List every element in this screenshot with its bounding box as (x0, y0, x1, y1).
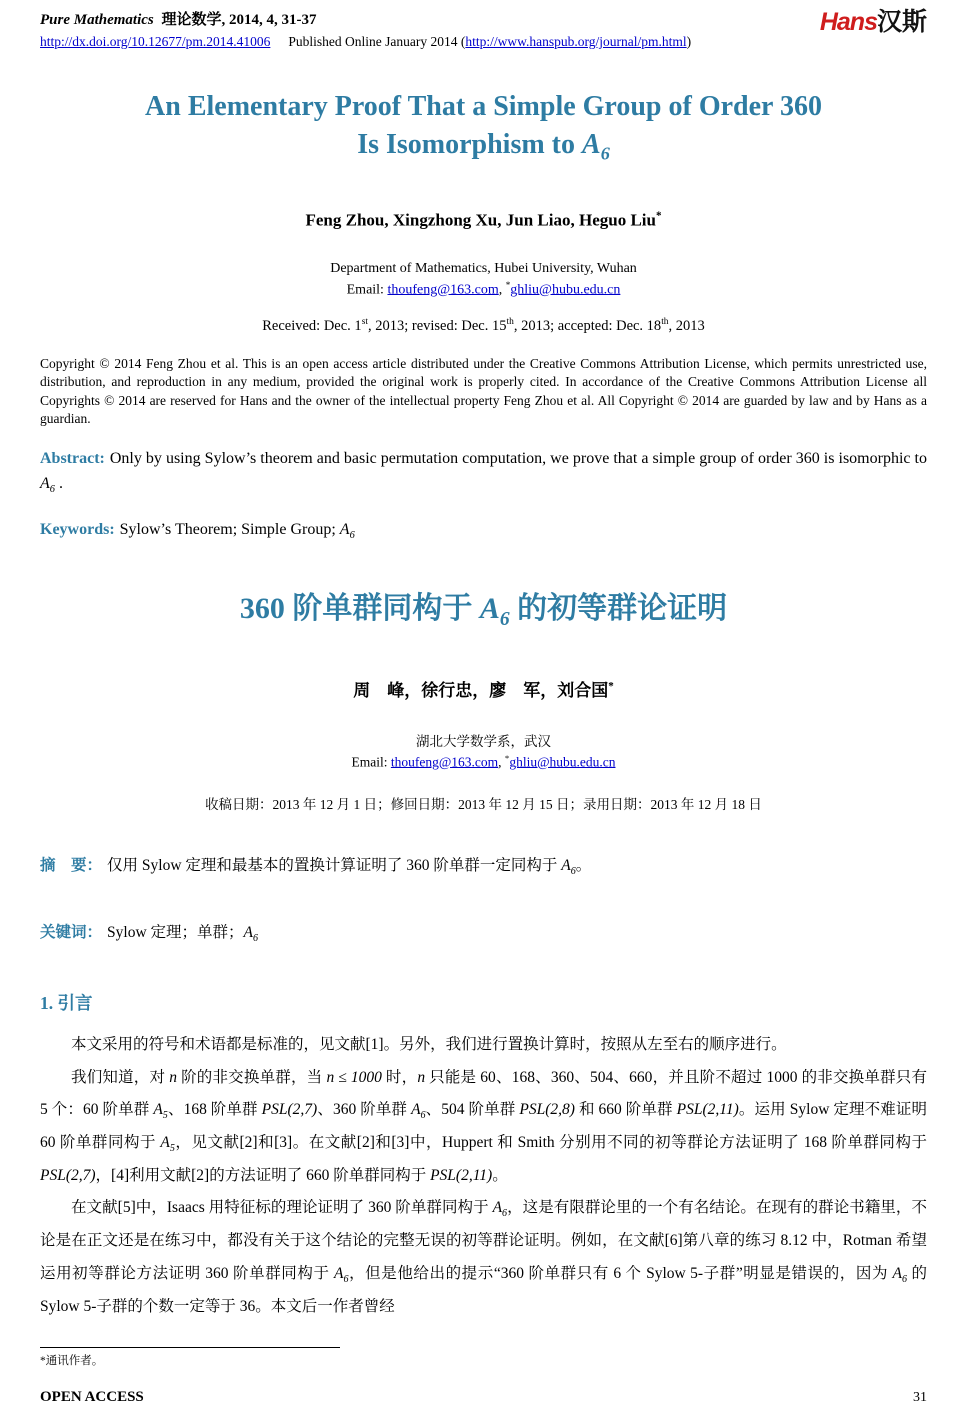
hans-publisher-logo (820, 10, 927, 35)
copyright-notice: Copyright © 2014 Feng Zhou et al. This is an open access article distributed under the Creative Commons Attribution License, which permits unrestricted use, distribution, and reproduction in any medium, provided the original work is properly cited. In accordance of the Creative Commons Attribution License all Copyrights © 2014 are reserved for Hans and the owner of the intellectual property Feng Zhou et al. All Copyright © 2014 are guarded by law and by Hans as a guardian. (40, 356, 927, 426)
keywords-text-en: Sylow’s Theorem; Simple Group; $A_6$ (119, 521, 355, 542)
authors-cn: 周 峰，徐行忠，廖 军，刘合国* (353, 680, 614, 700)
hans-logo-cn-text: 汉斯 (876, 9, 927, 36)
abstract-label-en: Abstract: (40, 449, 105, 467)
open-access-label: OPEN ACCESS (40, 1389, 144, 1405)
journal-info (40, 8, 691, 50)
keywords-en (40, 521, 927, 541)
email-link[interactable]: thoufeng@163.com (390, 754, 499, 770)
inline-math: n (169, 1068, 178, 1086)
doi-line (40, 34, 691, 50)
inline-math: $A_6$ (40, 474, 55, 495)
inline-math: $A_6$ (561, 857, 576, 878)
keywords-label-cn: 关键词： (40, 924, 103, 942)
email-link[interactable]: thoufeng@163.com (387, 282, 499, 298)
corresponding-author-footnote: *通讯作者。 (40, 1355, 104, 1367)
inline-math: PSL(2,8) (519, 1100, 575, 1118)
page-number: 31 (913, 1390, 927, 1405)
email-line-cn: Email: thoufeng@163.com, *ghliu@hubu.edu.cn (351, 752, 616, 770)
paper-title-en: An Elementary Proof That a Simple Group of Order 360 Is Isomorphism to $A_6$ (145, 91, 822, 164)
inline-math: $A_6$ (339, 521, 355, 542)
keywords-label-en: Keywords: (40, 521, 115, 539)
body-paragraph: 我们知道，对 n 阶的非交换单群，当 n ≤ 1000 时，n 只能是 60、168、360、504、660，并且阶不超过 1000 的非交换单群只有 5 个：60 阶单群 $A_5$、168 阶单群 PSL(2,7)、360 阶单群 $A_6$、504 阶单群 PSL(2,8) 和 660 阶单群 PSL(2,11)。运用 Sylow 定理不难证明 60 阶单群同构于 $A_5$，见文献[2]和[3]。在文献[2]和[3]中，Huppert 和 Smith 分别用不同的初等群论方法证明了 168 阶单群同构于 PSL(2,7)，[4]利用文献[2]的方法证明了 660 阶单群同构于 PSL(2,11)。 (40, 1068, 927, 1185)
inline-math: n ≤ 1000 (326, 1068, 382, 1086)
footnote-separator-rule (40, 1347, 340, 1348)
inline-math: PSL(2,7) (261, 1100, 318, 1118)
inline-math: PSL(2,11) (676, 1100, 739, 1118)
abstract-text-en: Only by using Sylow’s theorem and basic permutation computation, we prove that a simple group of order 360 is isomorphic to $A_6$ . (40, 449, 927, 495)
abstract-en (40, 447, 927, 498)
affiliation-en: Department of Mathematics, Hubei University, Wuhan (330, 260, 637, 276)
superscript-mark: * (505, 279, 511, 290)
inline-math: $A_6$ (492, 1199, 508, 1220)
superscript-mark: * (504, 752, 510, 763)
inline-math: $A_6$ (582, 128, 610, 164)
page-header (40, 8, 927, 50)
keywords-text-cn: Sylow 定理；单群；$A_6$ (107, 924, 259, 945)
inline-math: $A_6$ (334, 1264, 349, 1285)
inline-math: n (417, 1068, 426, 1086)
inline-math: $A_5$ (153, 1100, 168, 1122)
abstract-text-cn: 仅用 Sylow 定理和最基本的置换计算证明了 360 阶单群一定同构于 $A_6$。 (107, 857, 592, 878)
affiliation-cn: 湖北大学数学系，武汉 (416, 733, 551, 749)
keywords-cn (40, 920, 927, 944)
inline-math: $A_6$ (479, 592, 510, 631)
journal-citation (40, 8, 691, 29)
footnote-block (40, 1347, 340, 1368)
inline-math: $A_6$ (243, 924, 259, 945)
email-link[interactable]: ghliu@hubu.edu.cn (509, 754, 616, 770)
received-dates-en: Received: Dec. 1st, 2013; revised: Dec. 15th, 2013; accepted: Dec. 18th, 2013 (262, 317, 705, 335)
email-line-en: Email: thoufeng@163.com, *ghliu@hubu.edu.cn (346, 279, 621, 298)
journal-name-en: Pure Mathematics (40, 12, 154, 28)
section-heading-introduction: 1. 引言 (40, 993, 93, 1014)
published-online-text: Published Online January 2014 ( (288, 34, 466, 49)
inline-math: PSL(2,7) (40, 1167, 96, 1185)
body-paragraph: 在文献[5]中，Isaacs 用特征标的理论证明了 360 阶单群同构于 $A_6$，这是有限群论里的一个有名结论。在现有的群论书籍里，不论是在正文还是在练习中，都没有关于这个结论的完整无误的初等群论证明。例如，在文献[6]第八章的练习 8.12 中，Rotman 希望运用初等群论方法证明 360 阶单群同构于 $A_6$，但是他给出的提示“360 阶单群只有 6 个 Sylow 5-子群”明显是错误的，因为 $A_6$ 的 Sylow 5-子群的个数一定等于 36。本文后一作者曾经 (40, 1199, 927, 1315)
inline-math: $A_6$ (411, 1100, 426, 1122)
body-paragraph: 本文采用的符号和术语都是标准的，见文献[1]。另外，我们进行置换计算时，按照从左至右的顺序进行。 (71, 1036, 787, 1054)
paper-title-cn: 360 阶单群同构于 $A_6$ 的初等群论证明 (239, 592, 728, 631)
journal-name-cn: 理论数学, 2014, 4, 31-37 (161, 12, 317, 28)
superscript-mark: * (655, 209, 662, 222)
superscript-mark: st (361, 317, 368, 328)
doi-link[interactable]: http://dx.doi.org/10.12677/pm.2014.41006 (40, 34, 271, 49)
introduction-paragraphs (40, 1029, 927, 1322)
inline-math: $A_5$ (160, 1133, 175, 1155)
journal-url-link[interactable]: http://www.hanspub.org/journal/pm.html (465, 34, 687, 49)
superscript-mark: th (506, 317, 514, 328)
inline-math: PSL(2,11) (430, 1167, 493, 1185)
email-link[interactable]: ghliu@hubu.edu.cn (510, 282, 621, 298)
superscript-mark: * (608, 680, 614, 692)
inline-math: $A_6$ (892, 1264, 908, 1285)
hans-logo-text: Hans (819, 8, 877, 36)
authors-en: Feng Zhou, Xingzhong Xu, Jun Liao, Heguo Liu* (305, 209, 662, 230)
received-dates-cn: 收稿日期：2013 年 12 月 1 日；修回日期：2013 年 12 月 15 日；录用日期：2013 年 12 月 18 日 (205, 797, 762, 813)
abstract-cn (40, 853, 927, 880)
abstract-label-cn: 摘 要： (40, 857, 103, 875)
superscript-mark: th (661, 317, 669, 328)
published-suffix: ) (686, 34, 692, 49)
page-footer (40, 1389, 927, 1406)
